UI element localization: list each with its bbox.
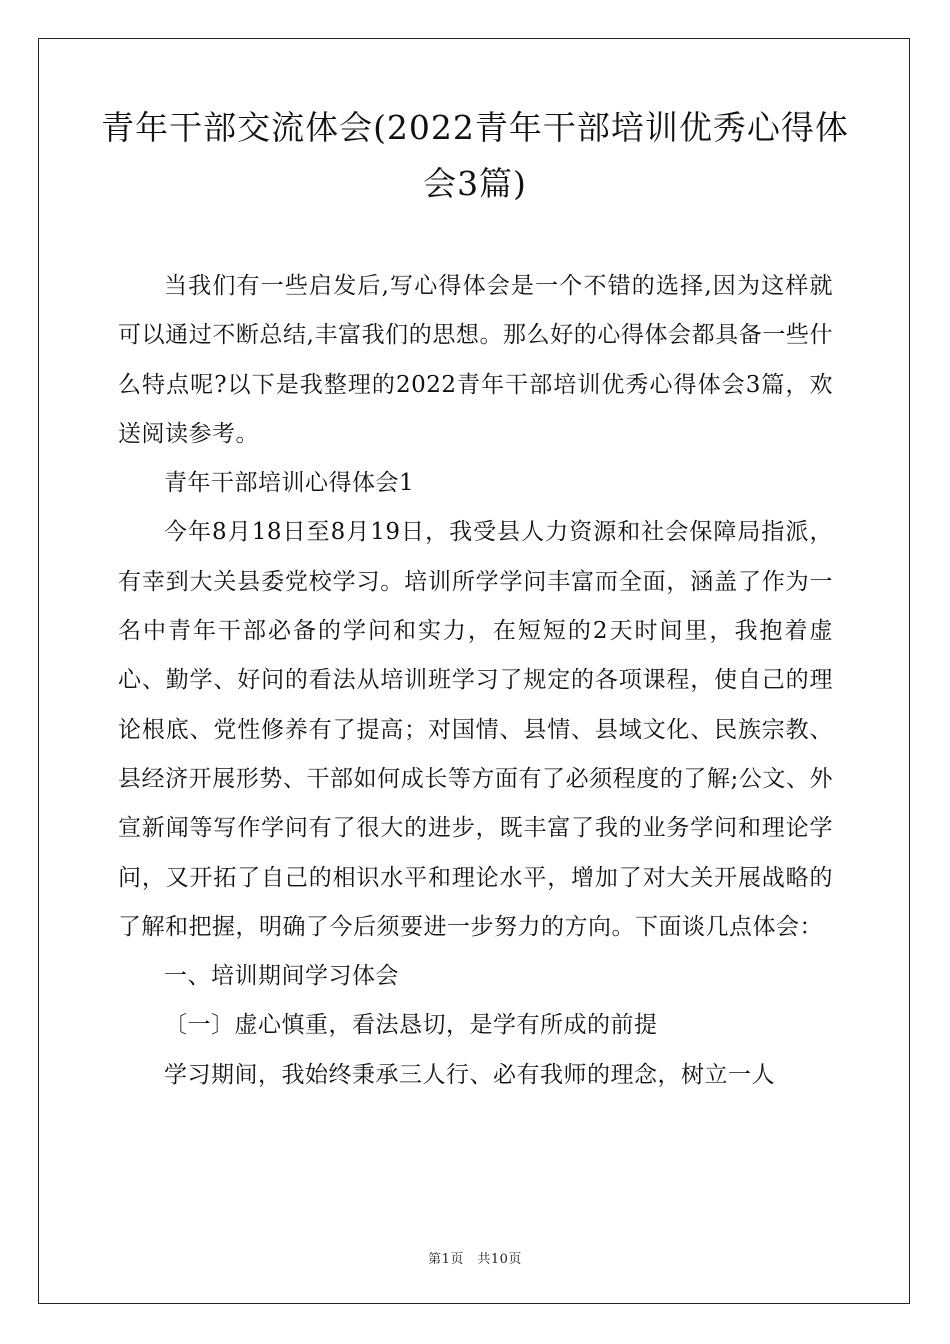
intro-paragraph: 当我们有一些启发后,写心得体会是一个不错的选择,因为这样就可以通过不断总结,丰富我们的思想。那么好的心得体会都具备一些什么特点呢?以下是我整理的2022青年干部培训优秀心得体会3篇，欢送阅读参考。 (118, 273, 833, 447)
subsection-heading: 一、培训期间学习体会 (164, 963, 399, 990)
document-body (118, 262, 833, 1100)
section-heading: 青年干部培训心得体会1 (164, 470, 415, 497)
body-paragraph: 学习期间，我始终秉承三人行、必有我师的理念，树立一人 (164, 1061, 775, 1088)
body-paragraph: 今年8月18日至8月19日，我受县人力资源和社会保障局指派，有幸到大关县委党校学习。培训所学学问丰富而全面，涵盖了作为一名中青年干部必备的学问和实力，在短短的2天时间里，我抱着虚心、勤学、好问的看法从培训班学习了规定的各项课程，使自己的理论根底、党性修养有了提高；对国情、县情、县域文化、民族宗教、县经济开展形势、干部如何成长等方面有了必须程度的了解;公文、外宣新闻等写作学问有了很大的进步，既丰富了我的业务学问和理论学问，又开拓了自己的相识水平和理论水平，增加了对大关开展战略的了解和把握，明确了今后须要进一步努力的方向。下面谈几点体会： (118, 519, 833, 940)
document-title: 青年干部交流体会(2022青年干部培训优秀心得体会3篇) (101, 108, 849, 203)
page-number: 第1页 共10页 (428, 1252, 522, 1267)
subsection-heading: 〔一〕虚心慎重，看法恳切，是学有所成的前提 (164, 1012, 658, 1039)
